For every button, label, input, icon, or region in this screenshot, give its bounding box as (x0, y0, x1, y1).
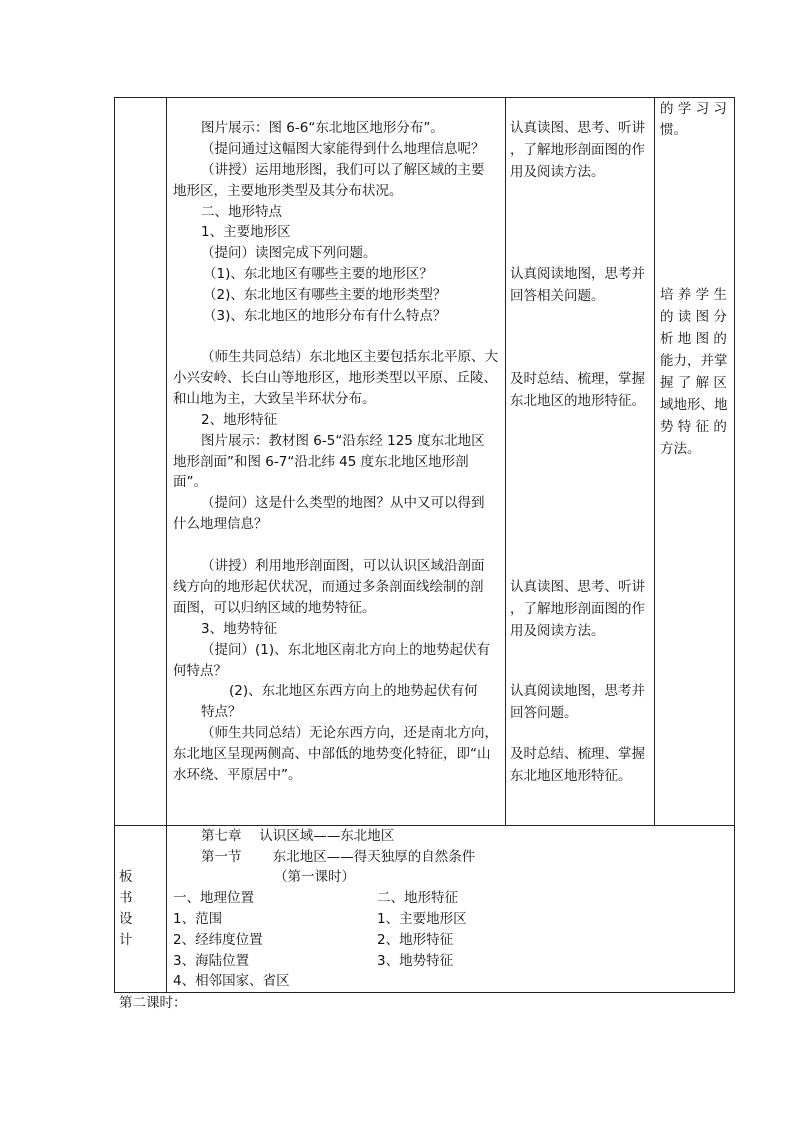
intent-line: 培 养 学 生 (660, 287, 727, 303)
student-line: 认真读图、思考、听讲 (510, 579, 645, 595)
intent-line: 方法。 (660, 441, 701, 457)
teacher-line: （提问）读图完成下列问题。 (201, 245, 377, 261)
student-line: 及时总结、梳理、掌握 (510, 746, 645, 762)
teacher-line: 图片展示：图 6-6“东北地区地形分布”。 (201, 120, 444, 136)
teacher-line: (2)、东北地区东西方向上的地势起伏有何 (229, 683, 478, 699)
second-period-heading: 第二课时： (119, 995, 187, 1011)
teacher-line: 地形区，主要地形类型及其分布状况。 (173, 183, 403, 199)
teacher-line: 什么地理信息？ (173, 516, 268, 532)
intent-line: 域地形、地 (660, 397, 728, 413)
teacher-line: 地形剖面”和图 6-7“沿北纬 45 度东北地区地形剖 (173, 454, 469, 470)
student-line: 用及阅读方法。 (510, 623, 605, 639)
teacher-line: （3)、东北地区的地形分布有什么特点？ (203, 308, 447, 324)
column-divider-3 (654, 97, 655, 826)
student-line: ，了解地形剖面图的作 (510, 601, 645, 617)
intent-line: 能力，并掌 (660, 353, 728, 369)
board-label-char: 书 (119, 890, 133, 906)
teacher-line: 面”。 (173, 474, 207, 490)
teacher-line: （讲授）运用地形图，我们可以了解区域的主要 (201, 162, 485, 178)
teacher-line: （提问）(1)、东北地区南北方向上的地势起伏有 (201, 642, 491, 658)
table-border-top (114, 97, 735, 98)
board-chapter-title: 第七章 认识区域——东北地区 (201, 828, 395, 844)
teacher-line: 和山地为主，大致呈半环状分布。 (173, 391, 376, 407)
teacher-line: 小兴安岭、长白山等地形区，地形类型以平原、丘陵、 (173, 370, 497, 386)
board-left-item: 4、相邻国家、省区 (173, 973, 290, 989)
teacher-line: 水环绕、平原居中”。 (173, 767, 302, 783)
table-border-left (114, 97, 115, 993)
teacher-line: 图片展示：教材图 6-5“沿东经 125 度东北地区 (201, 433, 485, 449)
student-line: 回答相关问题。 (510, 288, 605, 304)
student-line: 东北地区的地形特征。 (510, 393, 645, 409)
teacher-line: （提问通过这幅图大家能得到什么地理信息呢？ (201, 141, 485, 157)
board-right-item: 二、地形特征 (377, 890, 458, 906)
teacher-line: 2、地形特征 (201, 412, 278, 428)
column-divider-2 (505, 97, 506, 826)
intent-line: 惯。 (660, 122, 687, 138)
board-left-item: 一、地理位置 (173, 890, 254, 906)
teacher-line: （提问）这是什么类型的地图？从中又可以得到 (201, 495, 485, 511)
teacher-line: 东北地区呈现两侧高、中部低的地势变化特征，即“山 (173, 746, 491, 762)
teacher-line: 1、主要地形区 (201, 224, 291, 240)
teacher-line: 特点？ (201, 704, 242, 720)
board-right-item: 1、主要地形区 (377, 911, 467, 927)
board-period: （第一课时） (274, 869, 355, 885)
student-line: 用及阅读方法。 (510, 164, 605, 180)
intent-line: 析 地 图 的 (660, 331, 727, 347)
teacher-line: （讲授）利用地形剖面图，可以认识区域沿剖面 (201, 558, 485, 574)
teacher-line: 3、地势特征 (201, 621, 278, 637)
teacher-line: 何特点？ (173, 663, 227, 679)
student-line: ，了解地形剖面图的作 (510, 142, 645, 158)
intent-line: 的 学 习 习 (660, 101, 727, 117)
teacher-line: （师生共同总结）无论东西方向，还是南北方向， (201, 725, 498, 741)
teacher-line: （2)、东北地区有哪些主要的地形类型？ (203, 287, 447, 303)
board-label-char: 设 (119, 911, 133, 927)
teacher-line: 二、地形特点 (201, 204, 282, 220)
intent-line: 势 特 征 的 (660, 419, 727, 435)
intent-line: 的 读 图 分 (660, 309, 727, 325)
column-divider-1 (166, 97, 167, 993)
teacher-line: （1)、东北地区有哪些主要的地形区？ (203, 266, 433, 282)
student-line: 回答问题。 (510, 705, 578, 721)
board-left-item: 3、海陆位置 (173, 953, 250, 969)
board-section-title: 第一节 东北地区——得天独厚的自然条件 (201, 849, 476, 865)
student-line: 认真阅读地图，思考并 (510, 266, 645, 282)
teacher-line: （师生共同总结）东北地区主要包括东北平原、大 (201, 349, 498, 365)
board-label-char: 计 (119, 932, 133, 948)
teacher-line: 线方向的地形起伏状况，而通过多条剖面线绘制的剖 (173, 579, 484, 595)
student-line: 认真读图、思考、听讲 (510, 120, 645, 136)
teacher-line: 面图，可以归纳区域的地势特征。 (173, 600, 376, 616)
table-border-bottom (114, 992, 735, 993)
table-border-right (734, 97, 735, 993)
board-left-item: 2、经纬度位置 (173, 932, 263, 948)
intent-line: 握 了 解 区 (660, 375, 727, 391)
student-line: 认真阅读地图，思考并 (510, 683, 645, 699)
student-line: 及时总结、梳理，掌握 (510, 371, 645, 387)
board-label-char: 板 (119, 869, 133, 885)
board-right-item: 3、地势特征 (377, 953, 454, 969)
board-left-item: 1、范围 (173, 911, 223, 927)
board-right-item: 2、地形特征 (377, 932, 454, 948)
student-line: 东北地区地形特征。 (510, 768, 632, 784)
